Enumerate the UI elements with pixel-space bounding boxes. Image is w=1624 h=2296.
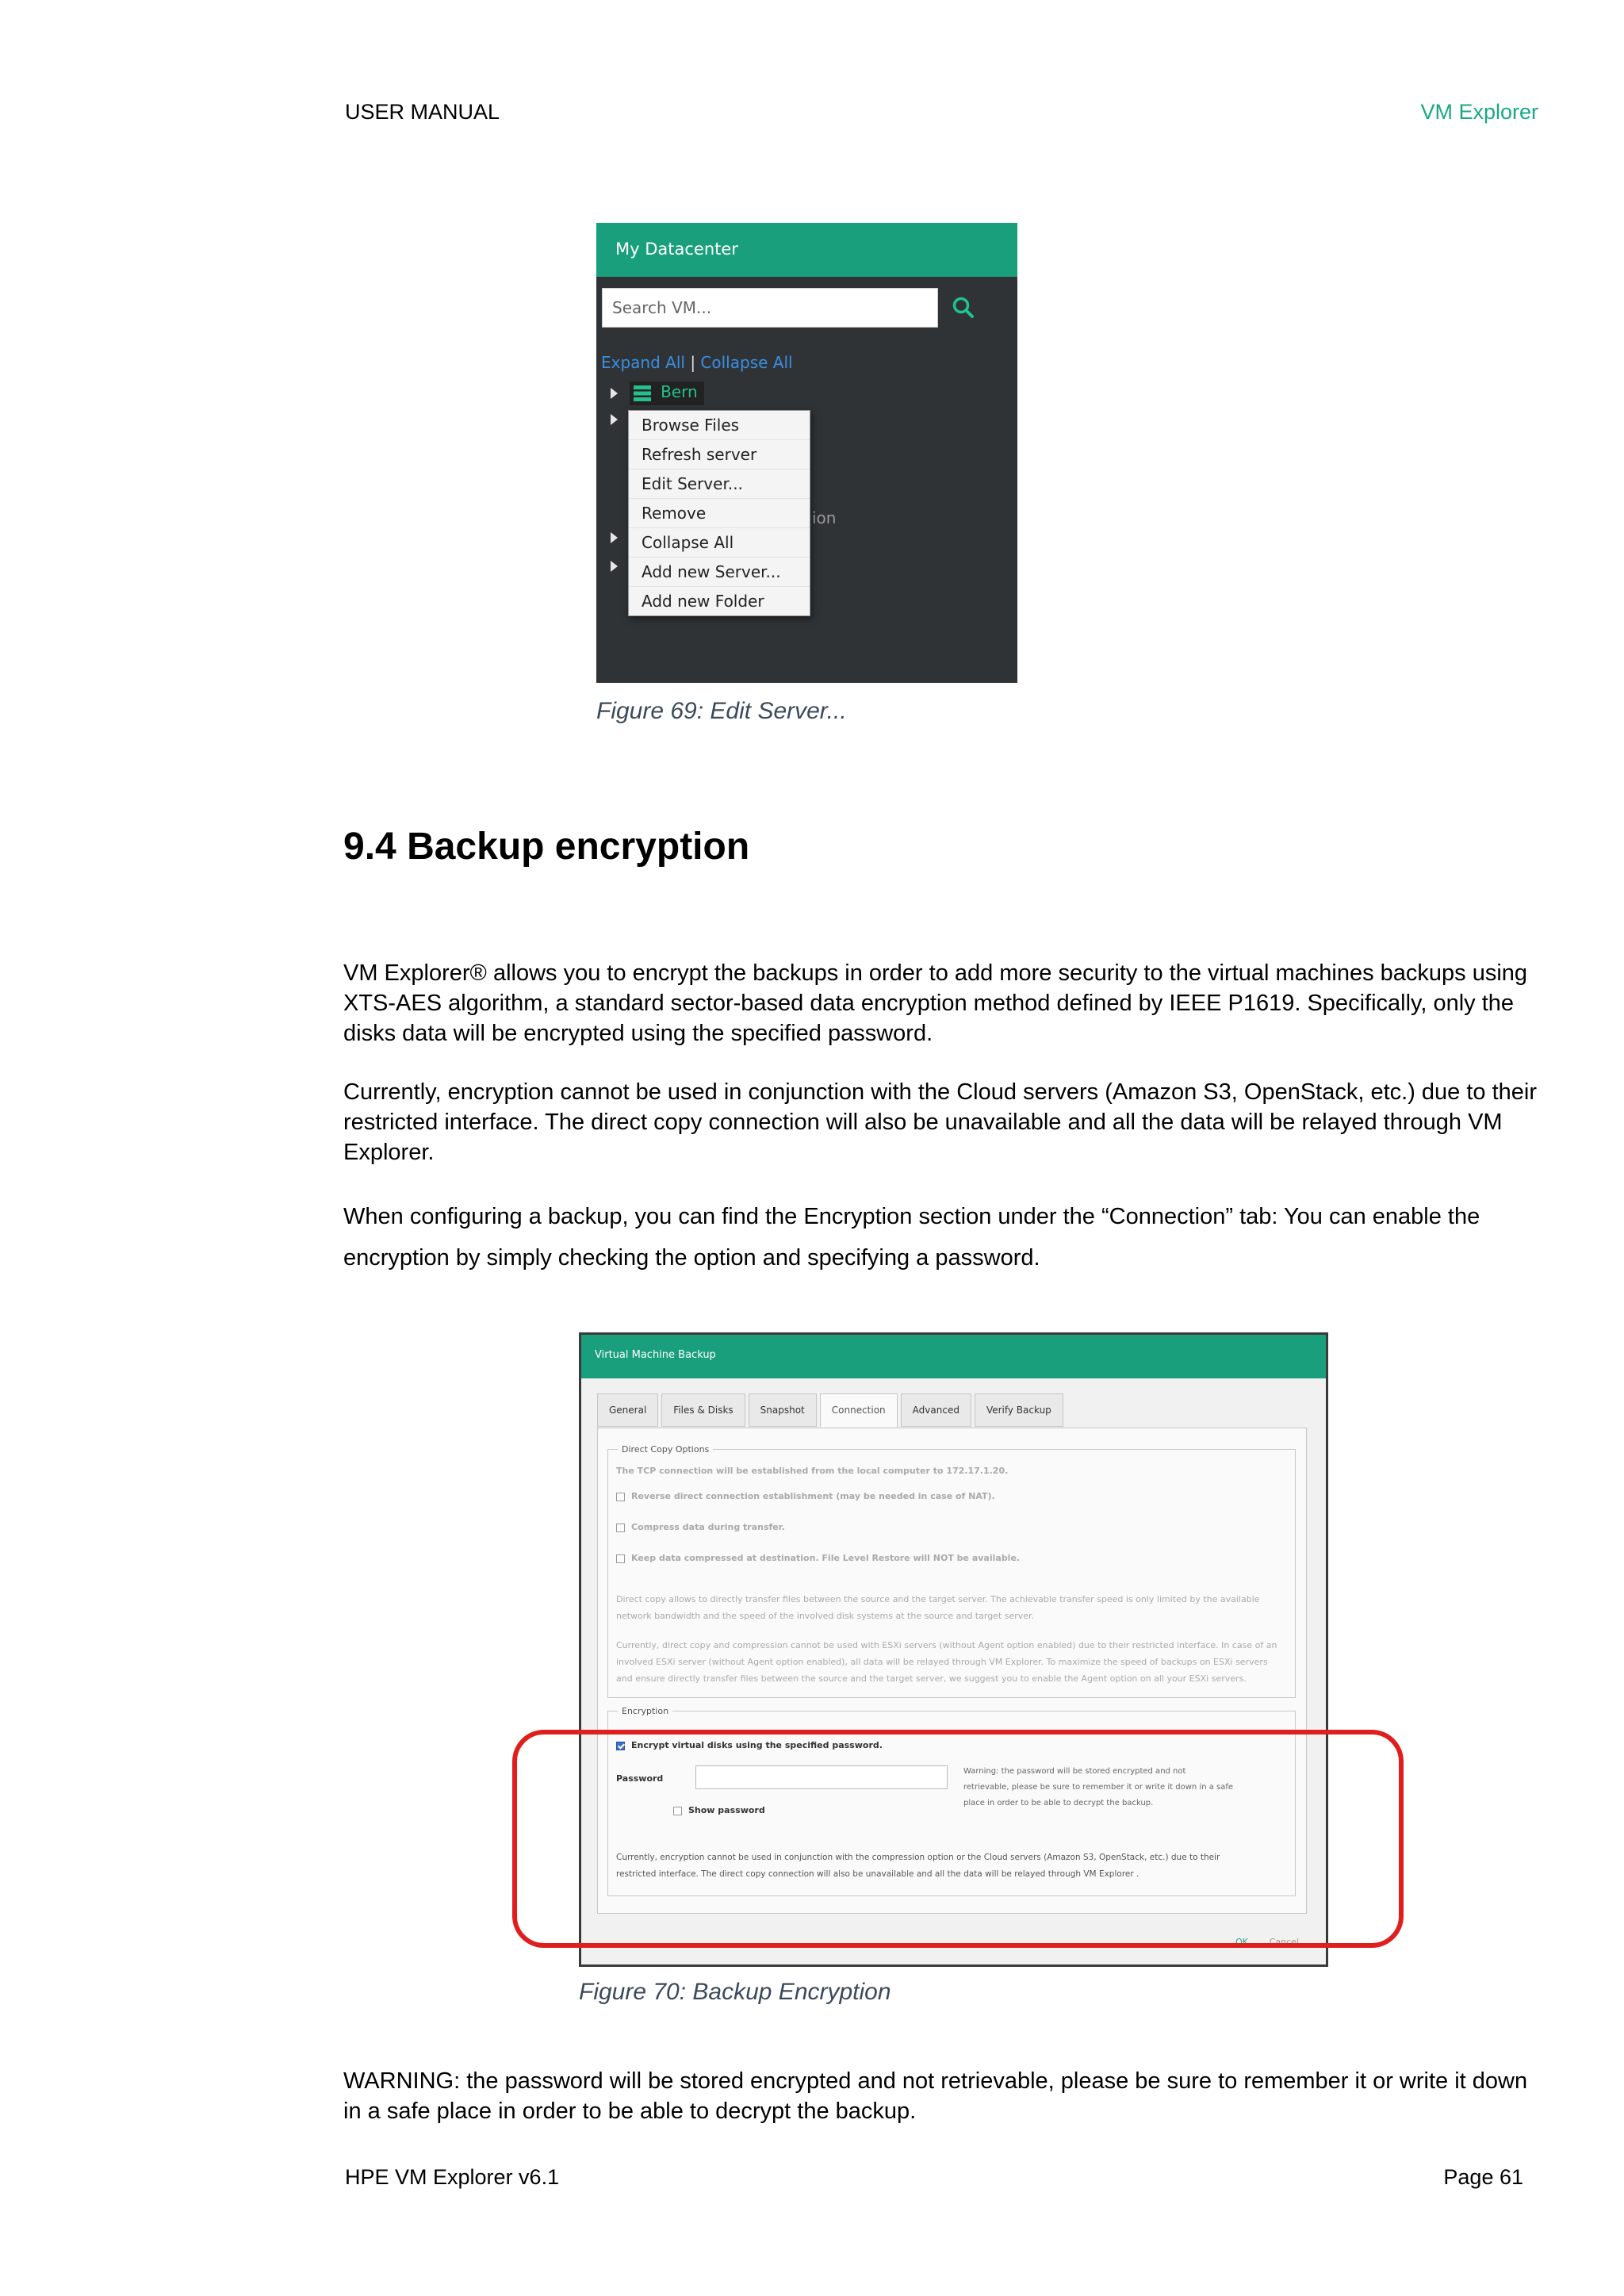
dialog-titlebar	[581, 1335, 1326, 1378]
encryption-legend: Encryption	[622, 1706, 669, 1716]
paragraph-intro: VM Explorer® allows you to encrypt the backups in order to add more security to the virtual machines backups using XTS-AES algorithm, a standard sector-based data encryption method defined by IEEE P1619. Specifically, only the disks data will be encrypted using the specified password.	[343, 960, 1528, 1046]
paragraph-limitations: Currently, encryption cannot be used in conjunction with the Cloud servers (Amazon S3, OpenStack, etc.) due to their restricted interface. The direct copy connection will also be unavailable and all the data will be relayed through VM Explorer.	[343, 1079, 1538, 1165]
footer-product-version: HPE VM Explorer v6.1	[345, 2165, 560, 2189]
link-separator: |	[690, 353, 696, 372]
menu-item-refresh-server[interactable]: Refresh server	[629, 440, 810, 470]
server-icon	[633, 385, 652, 402]
tree-node-label: Bern	[661, 382, 698, 401]
encryption-highlight-box	[512, 1730, 1404, 1948]
esxi-info: involved ESXi server (without Agent option enabled), all data will be relayed through VM Explorer. To maximize the speed of backups on ESXi servers	[616, 1657, 1268, 1667]
encryption-note: Currently, encryption cannot be used in conjunction with the compression option or the Cloud servers (Amazon S3, OpenStack, etc.) due to their	[616, 1853, 1220, 1862]
dialog-title: Virtual Machine Backup	[595, 1349, 716, 1361]
expand-triangle-icon[interactable]	[611, 414, 618, 425]
tree-node-bern[interactable]	[630, 381, 704, 405]
paragraph-how-to: When configuring a backup, you can find the Encryption section under the “Connection” tab: You can enable the encryption by simply checking the option and specifying a password.	[343, 1204, 1480, 1271]
menu-item-browse-files[interactable]: Browse Files	[629, 411, 810, 440]
datacenter-title: My Datacenter	[615, 240, 738, 259]
menu-item-edit-server[interactable]: Edit Server...	[629, 470, 810, 499]
tab-verify-backup[interactable]: Verify Backup	[975, 1393, 1063, 1427]
esxi-info: and ensure directly transfer files between the source and the target server, we suggest you to enable the Agent option on all your ESXi servers.	[616, 1673, 1247, 1684]
reverse-connection-checkbox[interactable]	[616, 1493, 625, 1501]
menu-item-add-new-server[interactable]: Add new Server...	[629, 558, 810, 587]
obscured-tree-text: ion	[812, 508, 837, 527]
direct-copy-info: Direct copy allows to directly transfer files between the source and the target server. The achievable transfer speed is only limited by the available	[616, 1594, 1260, 1604]
encrypt-option[interactable]: Encrypt virtual disks using the specified password.	[616, 1740, 883, 1750]
context-menu	[628, 410, 810, 616]
esxi-info: Currently, direct copy and compression cannot be used with ESXi servers (without Agent option enabled) due to their restricted interface. In case of an	[616, 1640, 1277, 1650]
menu-item-collapse-all[interactable]: Collapse All	[629, 528, 810, 558]
menu-item-add-new-folder[interactable]: Add new Folder	[642, 592, 764, 611]
tab-advanced[interactable]: Advanced	[901, 1393, 971, 1427]
password-warning: Warning: the password will be stored encrypted and not retrievable, please be sure to remember it or write it down in a safe place in order to be able to decrypt the backup.	[963, 1767, 1234, 1807]
password-label: Password	[616, 1773, 664, 1784]
header-product-name: VM Explorer	[1420, 100, 1538, 124]
cancel-button[interactable]: Cancel	[1269, 1937, 1299, 1947]
keep-compressed-checkbox[interactable]	[616, 1554, 625, 1563]
compress-checkbox[interactable]	[616, 1524, 625, 1532]
direct-copy-legend: Direct Copy Options	[622, 1444, 710, 1455]
datacenter-titlebar	[596, 223, 1017, 277]
collapse-all-link[interactable]: Collapse All	[700, 353, 793, 372]
expand-triangle-icon[interactable]	[611, 561, 618, 572]
tab-connection[interactable]: Connection	[820, 1393, 898, 1428]
tab-general[interactable]: General	[597, 1393, 658, 1427]
direct-copy-group	[607, 1444, 1296, 1698]
dialog-tabs	[597, 1393, 1067, 1428]
menu-item-remove[interactable]: Remove	[629, 499, 810, 528]
figure-69-caption: Figure 69: Edit Server...	[596, 698, 847, 724]
tab-files-disks[interactable]: Files & Disks	[661, 1393, 745, 1427]
paragraph-warning: WARNING: the password will be stored encrypted and not retrievable, please be sure to remember it or write it down in a safe place in order to be able to decrypt the backup.	[343, 2068, 1528, 2124]
keep-compressed-option[interactable]: Keep data compressed at destination. File Level Restore will NOT be available.	[616, 1553, 1020, 1563]
expand-triangle-icon[interactable]	[611, 388, 618, 399]
search-vm-field[interactable]	[602, 288, 938, 328]
expand-triangle-icon[interactable]	[611, 532, 618, 543]
tree-links	[601, 353, 793, 372]
figure-69-datacenter-panel	[596, 223, 1017, 683]
encryption-note: restricted interface. The direct copy connection will also be unavailable and all the data will be relayed through VM Explorer .	[616, 1869, 1139, 1879]
search-icon[interactable]	[952, 296, 975, 320]
figure-70-caption: Figure 70: Backup Encryption	[579, 1979, 891, 2005]
search-vm-input[interactable]	[603, 289, 937, 327]
expand-all-link[interactable]: Expand All	[601, 353, 685, 372]
ok-button[interactable]: OK	[1235, 1937, 1248, 1947]
header-manual-label: USER MANUAL	[345, 100, 500, 124]
footer-page-number: Page 61	[1443, 2165, 1523, 2189]
reverse-connection-option[interactable]: Reverse direct connection establishment (may be needed in case of NAT).	[616, 1491, 995, 1501]
tab-snapshot[interactable]: Snapshot	[749, 1393, 817, 1427]
tcp-info-text: The TCP connection will be established from the local computer to 172.17.1.20.	[616, 1466, 1009, 1476]
direct-copy-info: network bandwidth and the speed of the involved disk systems at the source and target server.	[616, 1611, 1035, 1621]
show-password-option[interactable]: Show password	[673, 1805, 765, 1815]
compress-option[interactable]: Compress data during transfer.	[616, 1522, 785, 1532]
section-heading: 9.4 Backup encryption	[343, 826, 750, 868]
